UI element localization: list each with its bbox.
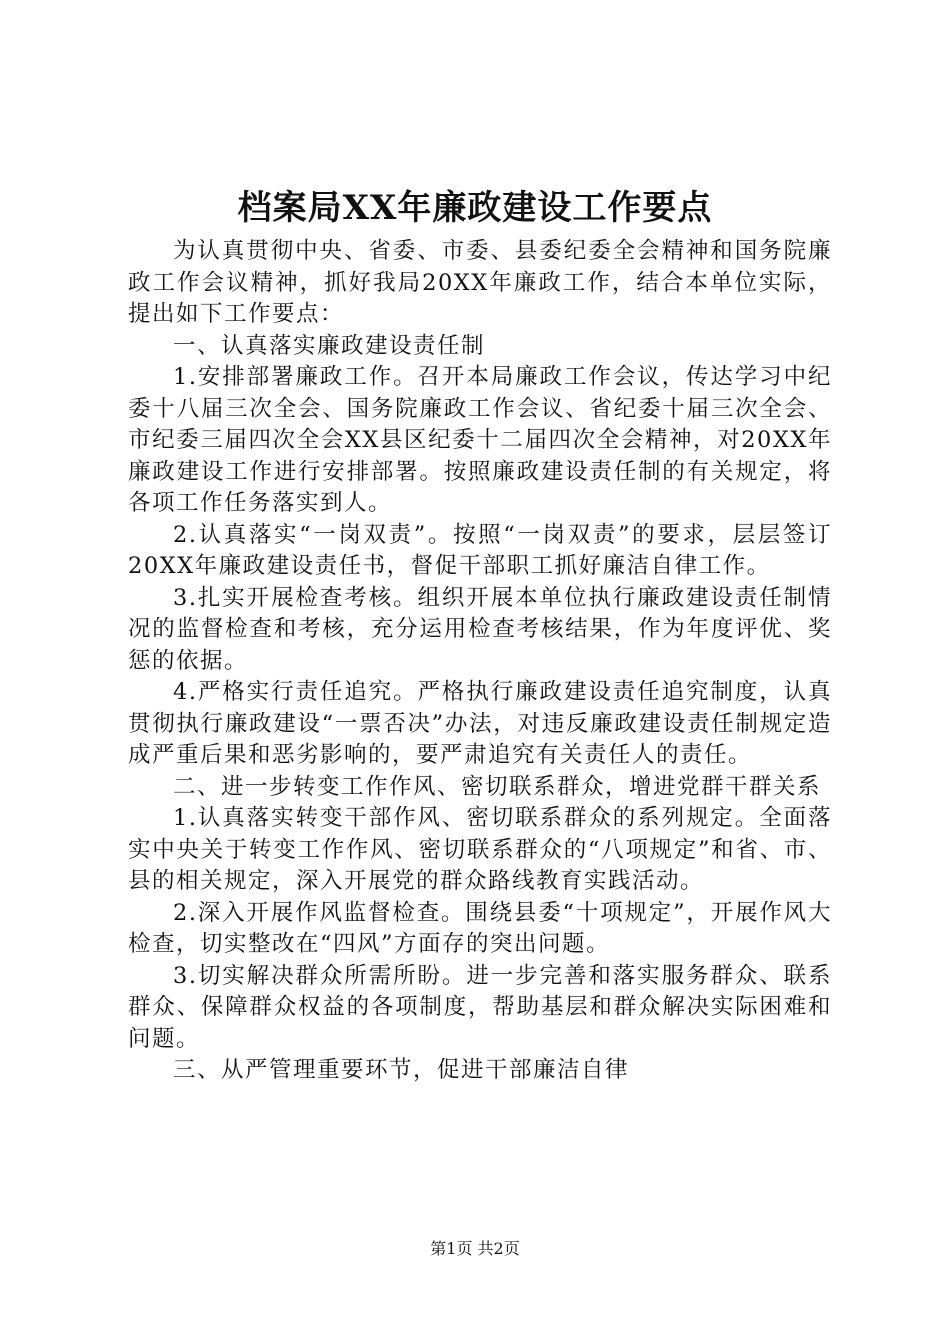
- paragraph-1-2: 2.认真落实“一岗双责”。按照“一岗双责”的要求，层层签订20XX年廉政建设责任书，督促干部职工抓好廉洁自律工作。: [128, 521, 832, 579]
- paragraph-2-3: 3.切实解决群众所需所盼。进一步完善和落实服务群众、联系群众、保障群众权益的各项制度，帮助基层和群众解决实际困难和问题。: [128, 962, 832, 1052]
- section-heading-3: 三、从严管理重要环节，促进干部廉洁自律: [173, 1057, 630, 1083]
- page-number-footer: 第1页 共2页: [430, 1239, 520, 1258]
- paragraph-1-4: 4.严格实行责任追究。严格执行廉政建设责任追究制度，认真贯彻执行廉政建设“一票否决”办法，对违反廉政建设责任制规定造成严重后果和恶劣影响的，要严肃追究有关责任人的责任。: [128, 679, 832, 768]
- paragraph-1-1: 1.安排部署廉政工作。召开本局廉政工作会议，传达学习中纪委十八届三次全会、国务院廉政工作会议、省纪委十届三次全会、市纪委三届四次全会XX县区纪委十二届四次全会精神，对20XX年廉政建设工作进行安排部署。按照廉政建设责任制的有关规定，将各项工作任务落实到人。: [128, 364, 832, 516]
- paragraph-2-1: 1.认真落实转变干部作风、密切联系群众的系列规定。全面落实中央关于转变工作作风、密切联系群众的“八项规定”和省、市、县的相关规定，深入开展党的群众路线教育实践活动。: [128, 805, 832, 894]
- document-body: [128, 236, 832, 1087]
- paragraph-intro: 为认真贯彻中央、省委、市委、县委纪委全会精神和国务院廉政工作会议精神，抓好我局20XX年廉政工作，结合本单位实际，提出如下工作要点：: [128, 238, 832, 327]
- paragraph-1-3: 3.扎实开展检查考核。组织开展本单位执行廉政建设责任制情况的监督检查和考核，充分运用检查考核结果，作为年度评优、奖惩的依据。: [128, 584, 832, 674]
- section-heading-1: 一、认真落实廉政建设责任制: [173, 332, 486, 359]
- document-title: 档案局XX年廉政建设工作要点: [237, 188, 713, 228]
- paragraph-2-2: 2.深入开展作风监督检查。围绕县委“十项规定”，开展作风大检查，切实整改在“四风”方面存的突出问题。: [128, 899, 832, 957]
- section-heading-2: 二、进一步转变工作作风、密切联系群众，增进党群干群关系: [173, 773, 822, 800]
